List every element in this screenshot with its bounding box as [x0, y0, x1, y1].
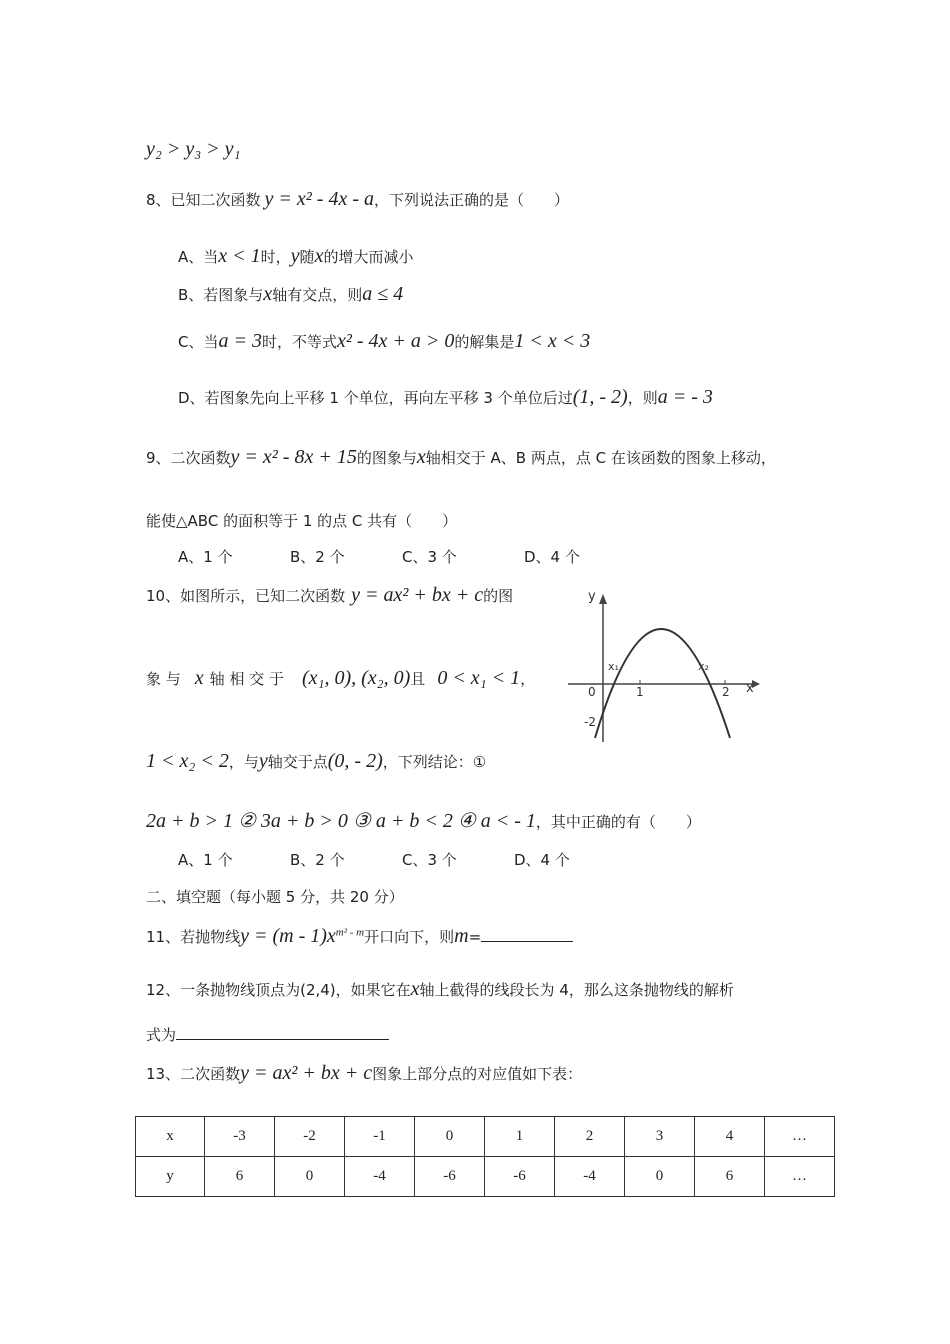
- q9-opt-c: C、3 个: [402, 548, 457, 566]
- table-row-y: [136, 1157, 835, 1197]
- top-inequality: y₂ > y₃ > y₁: [146, 138, 241, 160]
- question-8: [146, 188, 569, 211]
- q11-answer-blank[interactable]: [481, 941, 573, 942]
- table-cell: y: [136, 1157, 205, 1197]
- q12-answer-blank[interactable]: [176, 1039, 389, 1040]
- tick-1-label: 1: [636, 685, 644, 699]
- q8-option-a: A、当x < 1时，y随x的增大而减小: [178, 245, 414, 267]
- tick-2-label: 2: [722, 685, 730, 699]
- y-label: y: [588, 589, 596, 604]
- question-13: 13、二次函数y = ax² + bx + c图象上部分点的对应值如下表：: [146, 1062, 583, 1084]
- q10-opt-a: A、1 个: [178, 851, 233, 869]
- table-cell: 3: [625, 1117, 695, 1157]
- q8-option-d: D、若图象先向上平移 1 个单位，再向左平移 3 个单位后过(1, - 2)，则a = - 3: [178, 386, 713, 408]
- table-cell: -6: [415, 1157, 485, 1197]
- x-label: x: [746, 681, 754, 696]
- q10-opt-d: D、4 个: [514, 851, 570, 869]
- q10-line2: 象 与 x 轴 相 交 于 (x₁, 0), (x₂, 0)且 0 < x₁ < 1，: [146, 667, 536, 689]
- x1-label: x₁: [608, 660, 619, 673]
- q8-function: y = x² - 4x - a: [264, 188, 374, 210]
- x2-label: x₂: [698, 660, 709, 673]
- table-cell: 1: [485, 1117, 555, 1157]
- q10-line3: 1 < x₂ < 2，与y轴交于点(0, - 2)，下列结论：①: [146, 750, 487, 772]
- question-12: 12、一条抛物线顶点为(2,4)，如果它在x轴上截得的线段长为 4，那么这条抛物线的解析: [146, 978, 734, 1000]
- q10-opt-b: B、2 个: [290, 851, 345, 869]
- table-cell: -6: [485, 1157, 555, 1197]
- table-cell: -4: [345, 1157, 415, 1197]
- q12-line2: 式为: [146, 1024, 389, 1045]
- question-9: 9、二次函数y = x² - 8x + 15的图象与x轴相交于 A、B 两点，点 C 在该函数的图象上移动，: [146, 446, 776, 468]
- section-2-heading: 二、填空题（每小题 5 分，共 20 分）: [146, 888, 404, 906]
- table-cell: 0: [415, 1117, 485, 1157]
- table-cell: 6: [695, 1157, 765, 1197]
- q8-stem: 8、已知二次函数: [146, 191, 261, 209]
- q10-parabola-graph: [560, 580, 770, 750]
- question-11: 11、若抛物线$y = (m - 1)x^{m^2 - m}$开口向下，则m=: [146, 925, 573, 948]
- table-cell: 6: [205, 1157, 275, 1197]
- q8-option-b: B、若图象与x轴有交点，则a ≤ 4: [178, 283, 404, 305]
- table-cell: -4: [555, 1157, 625, 1197]
- table-row-x: [136, 1117, 835, 1157]
- q9-line2: 能使△ABC 的面积等于 1 的点 C 共有（ ）: [146, 512, 458, 530]
- question-10: 10、如图所示，已知二次函数 y = ax² + bx + c的图: [146, 584, 514, 606]
- table-cell: -2: [275, 1117, 345, 1157]
- origin-label: 0: [588, 685, 596, 699]
- table-cell: …: [765, 1117, 835, 1157]
- q10-line4: 2a + b > 1 ② 3a + b > 0 ③ a + b < 2 ④ a < - 1，其中正确的有（ ）: [146, 810, 701, 832]
- q9-opt-a: A、1 个: [178, 548, 233, 566]
- y-intercept-label: -2: [584, 715, 596, 729]
- y-axis-arrow: [599, 594, 607, 604]
- table-cell: 2: [555, 1117, 625, 1157]
- table-cell: 0: [625, 1157, 695, 1197]
- table-cell: -3: [205, 1117, 275, 1157]
- q9-opt-d: D、4 个: [524, 548, 580, 566]
- q10-opt-c: C、3 个: [402, 851, 457, 869]
- q9-opt-b: B、2 个: [290, 548, 345, 566]
- table-cell: x: [136, 1117, 205, 1157]
- table-cell: 0: [275, 1157, 345, 1197]
- value-table: [135, 1116, 835, 1197]
- q8-option-c: C、当a = 3时，不等式x² - 4x + a > 0的解集是1 < x < 3: [178, 330, 591, 352]
- q8-tail: ，下列说法正确的是（ ）: [374, 191, 570, 209]
- table-cell: -1: [345, 1117, 415, 1157]
- table-cell: 4: [695, 1117, 765, 1157]
- table-cell: …: [765, 1157, 835, 1197]
